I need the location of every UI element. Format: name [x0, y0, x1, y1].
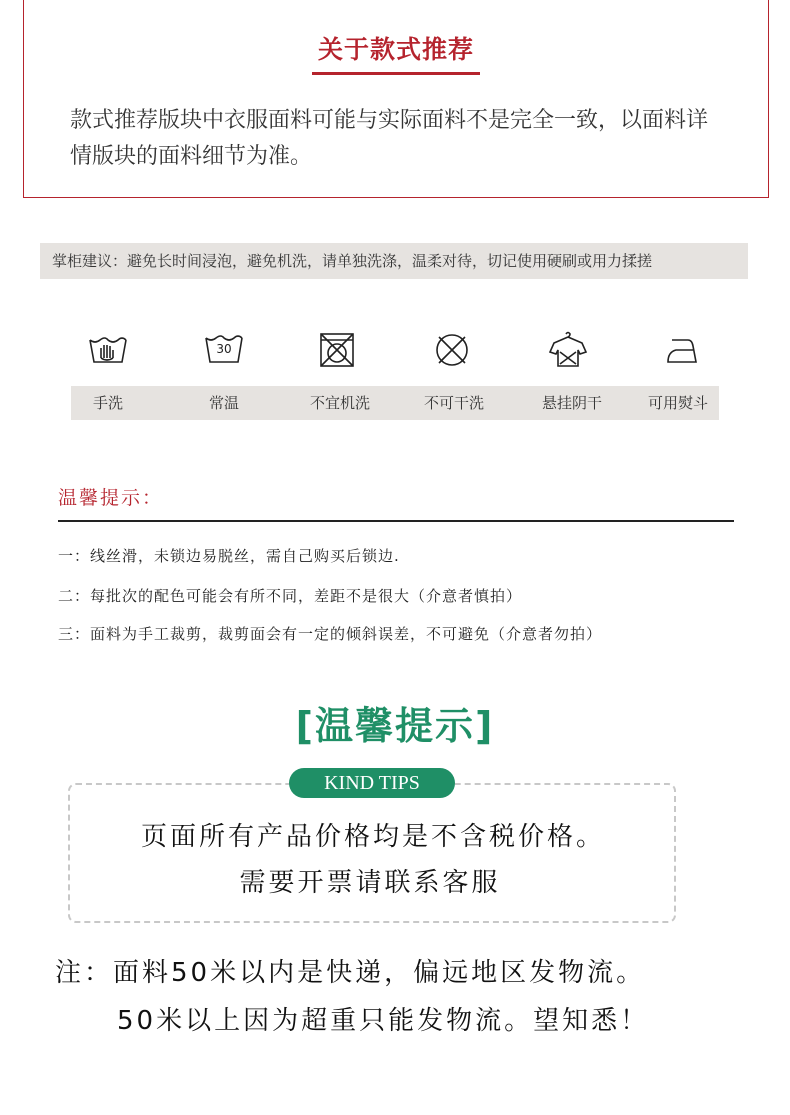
style-recommendation-panel — [23, 0, 769, 198]
hand-wash-icon — [86, 328, 130, 372]
care-label-hang-dry: 悬挂阴干 — [541, 394, 602, 412]
recommendation-title-wrap — [24, 30, 768, 75]
warm-tips-heading: 温馨提示： — [58, 487, 164, 509]
care-label-normal-temp: 常温 — [208, 394, 239, 412]
normal-temp-icon — [202, 328, 246, 372]
shipping-note-line-1: 注：面料50米以内是快递，偏远地区发物流。 — [55, 958, 646, 988]
tip-line-3: 三：面料为手工裁剪，裁剪面会有一定的倾斜误差，不可避免（介意者勿拍） — [58, 625, 603, 643]
warm-tips-divider — [58, 520, 734, 522]
care-label-iron: 可用熨斗 — [647, 394, 708, 412]
tip-line-1: 一：线丝滑，未锁边易脱丝，需自己购买后锁边. — [58, 547, 400, 565]
shipping-note-line-2: 50米以上因为超重只能发物流。望知悉！ — [117, 1006, 650, 1036]
kind-tips-line-1: 页面所有产品价格均是不含税价格。 — [140, 822, 605, 852]
kind-tips-title: [温馨提示] — [295, 704, 495, 748]
recommendation-title: 关于款式推荐 — [312, 30, 480, 75]
care-label-hand-wash: 手洗 — [92, 394, 123, 412]
no-machine-wash-icon — [316, 328, 360, 372]
care-labels-bar — [71, 386, 719, 420]
temp-30-label: 30 — [216, 342, 232, 356]
kind-tips-line-2: 需要开票请联系客服 — [239, 868, 501, 898]
iron-icon — [660, 328, 704, 372]
care-advice-bar: 掌柜建议：避免长时间浸泡，避免机洗，请单独洗涤，温柔对待，切记使用硬刷或用力揉搓 — [40, 243, 748, 279]
care-label-no-machine-wash: 不宜机洗 — [309, 394, 370, 412]
hang-dry-shade-icon — [546, 328, 590, 372]
care-icons-row — [60, 328, 740, 376]
kind-tips-pill: KIND TIPS — [289, 768, 455, 798]
kind-tips-box — [68, 783, 676, 923]
recommendation-body: 款式推荐版块中衣服面料可能与实际面料不是完全一致，以面料详情版块的面料细节为准。 — [70, 108, 709, 169]
care-label-no-dry-clean: 不可干洗 — [423, 394, 484, 412]
no-dry-clean-icon — [430, 328, 474, 372]
tip-line-2: 二：每批次的配色可能会有所不同，差距不是很大（介意者慎拍） — [58, 587, 523, 605]
